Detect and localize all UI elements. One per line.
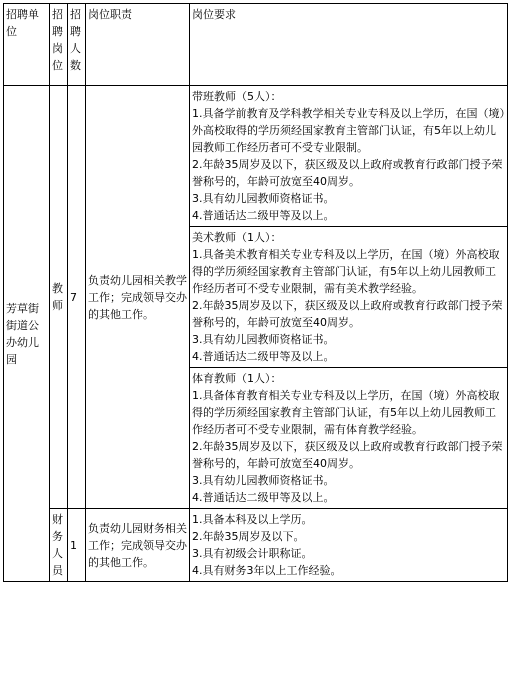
requirement-item: 3.具有幼儿园教师资格证书。 — [192, 192, 335, 205]
requirements-cell — [190, 86, 508, 509]
table-row-teacher — [4, 86, 508, 509]
header-count: 招聘人数 — [68, 4, 86, 86]
requirement-group-homeroom — [190, 86, 507, 226]
count-cell: 7 — [68, 86, 86, 509]
unit-cell: 芳草街街道公办幼儿园 — [4, 86, 50, 582]
requirement-group-finance — [190, 509, 507, 581]
group-title: 带班教师（5人）： — [192, 90, 282, 103]
header-post: 招聘岗位 — [50, 4, 68, 86]
requirement-item: 2.年龄35周岁及以下，获区级及以上政府或教育行政部门授予荣誉称号的，年龄可放宽至40周岁。 — [192, 299, 503, 329]
header-unit: 招聘单位 — [4, 4, 50, 86]
group-title: 美术教师（1人）： — [192, 231, 282, 244]
post-cell: 教师 — [50, 86, 68, 509]
requirement-item: 1.具备学前教育及学科教学相关专业专科及以上学历，在国（境）外高校取得的学历须经国家教育主管部门认证，有5年以上幼儿园教师工作经历者可不受专业限制。 — [192, 107, 505, 154]
requirement-group-pe — [190, 367, 507, 508]
duty-cell: 负责幼儿园财务相关工作；完成领导交办的其他工作。 — [86, 509, 190, 582]
requirement-item: 3.具有幼儿园教师资格证书。 — [192, 333, 335, 346]
requirement-item: 4.普通话达二级甲等及以上。 — [192, 350, 335, 363]
requirement-item: 2.年龄35周岁及以下。 — [192, 530, 305, 543]
requirement-item: 2.年龄35周岁及以下，获区级及以上政府或教育行政部门授予荣誉称号的，年龄可放宽至40周岁。 — [192, 440, 503, 470]
count-cell: 1 — [68, 509, 86, 582]
requirement-item: 1.具备美术教育相关专业专科及以上学历，在国（境）外高校取得的学历须经国家教育主管部门认证，有5年以上幼儿园教师工作经历者可不受专业限制，需有美术教学经验。 — [192, 248, 500, 295]
recruitment-table — [3, 3, 508, 582]
requirement-item: 3.具有幼儿园教师资格证书。 — [192, 474, 335, 487]
post-cell: 财务人员 — [50, 509, 68, 582]
requirement-item: 3.具有初级会计职称证。 — [192, 547, 313, 560]
requirement-item: 1.具备本科及以上学历。 — [192, 513, 313, 526]
requirement-item: 1.具备体育教育相关专业专科及以上学历，在国（境）外高校取得的学历须经国家教育主管部门认证，有5年以上幼儿园教师工作经历者可不受专业限制，需有体育教学经验。 — [192, 389, 500, 436]
header-requirements: 岗位要求 — [190, 4, 508, 86]
requirement-item: 4.普通话达二级甲等及以上。 — [192, 209, 335, 222]
group-title: 体育教师（1人）： — [192, 372, 282, 385]
requirements-cell — [190, 509, 508, 582]
header-row — [4, 4, 508, 86]
header-duty: 岗位职责 — [86, 4, 190, 86]
requirement-item: 2.年龄35周岁及以下，获区级及以上政府或教育行政部门授予荣誉称号的，年龄可放宽至40周岁。 — [192, 158, 503, 188]
table-row-finance — [4, 509, 508, 582]
requirement-item: 4.具有财务3年以上工作经验。 — [192, 564, 342, 577]
requirement-group-art — [190, 226, 507, 367]
requirement-item: 4.普通话达二级甲等及以上。 — [192, 491, 335, 504]
duty-cell: 负责幼儿园相关教学工作；完成领导交办的其他工作。 — [86, 86, 190, 509]
